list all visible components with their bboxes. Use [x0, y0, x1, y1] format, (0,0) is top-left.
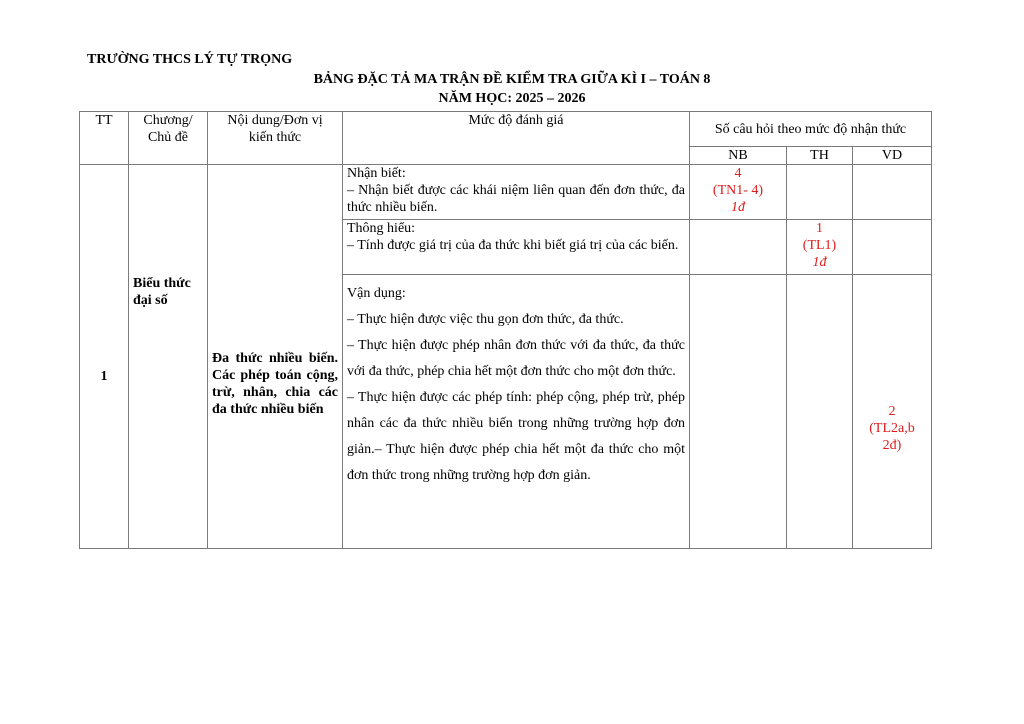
van-dung-item-1: – Thực hiện được việc thu gọn đơn thức, đa thức. — [347, 312, 624, 327]
vd-code-line2: 2đ) — [882, 438, 902, 453]
nb-score: 1đ — [731, 200, 745, 215]
header-chapter-line1: Chương/ — [143, 113, 193, 128]
document-title: BẢNG ĐẶC TẢ MA TRẬN ĐỀ KIỂM TRA GIỮA KÌ I – TOÁN 8 — [313, 72, 711, 87]
empty-th-1 — [787, 165, 853, 220]
van-dung-cell — [343, 275, 690, 549]
empty-vd-1 — [853, 165, 932, 220]
vd-code-line1: (TL2a,b — [869, 421, 915, 436]
header-content — [208, 112, 343, 165]
header-tt: TT — [80, 112, 129, 165]
content-cell: Đa thức nhiều biến. Các phép toán cộng, trừ, nhân, chia các đa thức nhiều biến — [208, 165, 343, 549]
header-th: TH — [787, 147, 853, 165]
empty-nb-2 — [690, 220, 787, 275]
thong-hieu-cell — [343, 220, 690, 275]
school-year: NĂM HỌC: 2025 – 2026 — [438, 91, 586, 106]
empty-nb-3 — [690, 275, 787, 549]
nb-code: (TN1- 4) — [712, 183, 764, 198]
header-level: Mức độ đánh giá — [343, 112, 690, 165]
van-dung-item-2: – Thực hiện được phép nhân đơn thức với đa thức, đa thức với đa thức, phép chia hết một đơn thức cho một đơn thức. — [347, 338, 685, 379]
empty-vd-2 — [853, 220, 932, 275]
header-vd: VD — [853, 147, 932, 165]
th-count-cell — [787, 220, 853, 275]
header-chapter-line2: Chủ đề — [147, 130, 189, 145]
chapter-cell: Biểu thức đại số — [129, 165, 208, 549]
nhan-biet-head: Nhận biết: — [347, 166, 406, 181]
vd-count: 2 — [888, 404, 896, 419]
header-count: Số câu hỏi theo mức độ nhận thức — [690, 112, 932, 147]
thong-hieu-text: – Tính được giá trị của đa thức khi biết giá trị của các biến. — [347, 238, 679, 253]
nhan-biet-cell — [343, 165, 690, 220]
header-nb: NB — [690, 147, 787, 165]
van-dung-item-3: – Thực hiện được các phép tính: phép cộng, phép trừ, phép nhân các đa thức nhiều biến trong những trường hợp đơn giản.– Thực hiện được phép chia hết một đa thức cho một đơn thức trong những trường hợp đơn giản. — [347, 390, 685, 483]
empty-th-3 — [787, 275, 853, 549]
th-score: 1đ — [812, 255, 827, 270]
header-chapter — [129, 112, 208, 165]
row-number: 1 — [80, 165, 129, 549]
nb-count-cell — [690, 165, 787, 220]
th-code: (TL1) — [802, 238, 837, 253]
school-name: TRƯỜNG THCS LÝ TỰ TRỌNG — [87, 52, 293, 67]
van-dung-head: Vận dụng: — [347, 286, 406, 301]
header-content-line1: Nội dung/Đơn vị — [227, 113, 323, 128]
nhan-biet-text: – Nhận biết được các khái niệm liên quan đến đơn thức, đa thức nhiều biến. — [347, 183, 685, 215]
header-content-line2: kiến thức — [248, 130, 302, 145]
thong-hieu-head: Thông hiểu: — [347, 221, 416, 236]
row-nhan-biet — [80, 165, 932, 220]
spec-table — [79, 111, 932, 549]
header-row — [80, 112, 932, 147]
nb-count: 4 — [734, 166, 742, 181]
th-count: 1 — [816, 221, 823, 236]
vd-count-cell — [853, 275, 932, 549]
